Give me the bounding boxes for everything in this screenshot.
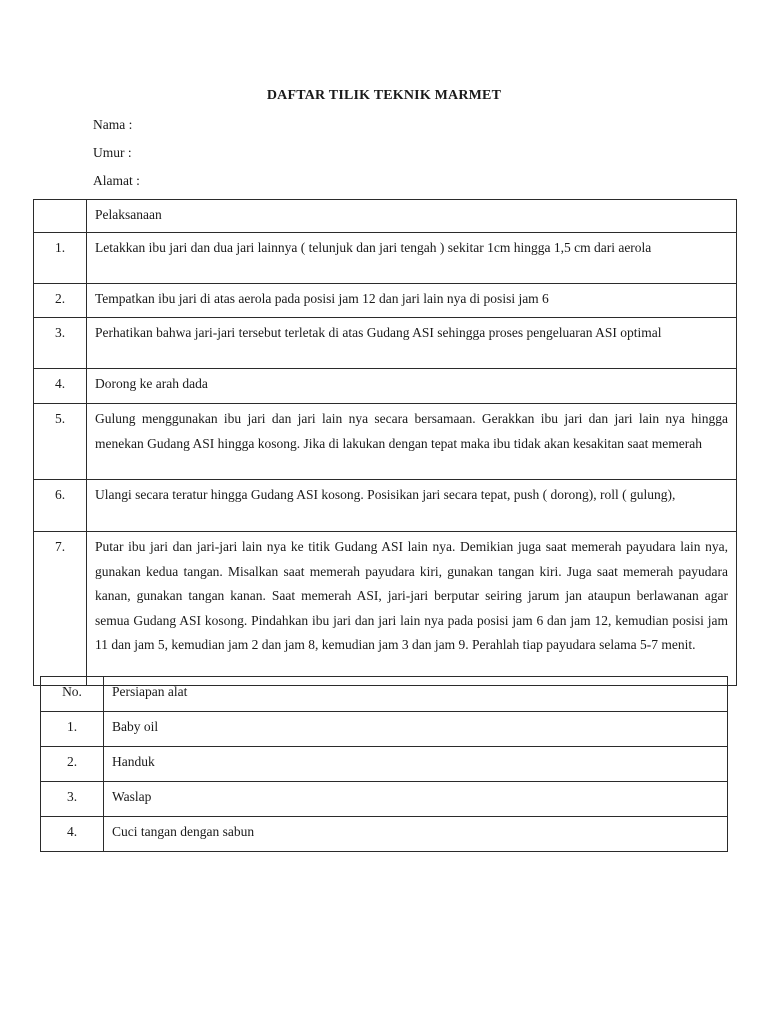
row-text: Letakkan ibu jari dan dua jari lainnya ( telunjuk dan jari tengah ) sekitar 1cm hingga 1,5 cm dari aerola (87, 233, 737, 284)
table-row (41, 747, 728, 782)
row-text: Putar ibu jari dan jari-jari lain nya ke titik Gudang ASI lain nya. Demikian juga saat memerah payudara lain nya, gunakan kedua tangan. Misalkan saat memerah payudara kiri, gunakan tangan kiri. Juga saat memerah payudara kanan, gunakan tangan kanan. Saat memerah ASI, jari-jari berputar seiring jarum jan ataupun berlawanan agar semua Gudang ASI kosong. Pindahkan ibu jari dan jari lain nya pada posisi jam 6 dan jam 12, kemudian posisi jam 11 dan jam 5, kemudian jam 2 dan jam 8, kemudian jam 3 dan jam 9. Perahlah tiap payudara selama 5-7 menit. (87, 532, 737, 686)
row-number: 3. (34, 318, 87, 369)
row-number: 1. (34, 233, 87, 284)
row-number: 2. (34, 284, 87, 318)
row-text: Tempatkan ibu jari di atas aerola pada posisi jam 12 dan jari lain nya di posisi jam 6 (87, 284, 737, 318)
row-text: Baby oil (104, 712, 728, 747)
table-row (34, 284, 737, 318)
header-number-cell (34, 200, 87, 233)
row-number: 6. (34, 480, 87, 532)
table-row (34, 532, 737, 686)
row-text: Dorong ke arah dada (87, 369, 737, 404)
row-number: 1. (41, 712, 104, 747)
row-number: 5. (34, 404, 87, 480)
row-text: Waslap (104, 782, 728, 817)
row-text: Ulangi secara teratur hingga Gudang ASI kosong. Posisikan jari secara tepat, push ( dorong), roll ( gulung), (87, 480, 737, 532)
table-header-row (34, 200, 737, 233)
pelaksanaan-table (33, 199, 737, 686)
table-row (34, 233, 737, 284)
header-pelaksanaan: Pelaksanaan (87, 200, 737, 233)
row-number: 3. (41, 782, 104, 817)
row-text: Handuk (104, 747, 728, 782)
row-number: 7. (34, 532, 87, 686)
table-row (34, 480, 737, 532)
header-persiapan-alat: Persiapan alat (104, 677, 728, 712)
table-row (34, 318, 737, 369)
row-text: Cuci tangan dengan sabun (104, 817, 728, 852)
alamat-label: Alamat : (93, 173, 140, 188)
table-row (41, 782, 728, 817)
persiapan-alat-table (40, 676, 728, 852)
table-header-row (41, 677, 728, 712)
row-number: 4. (41, 817, 104, 852)
row-number: 4. (34, 369, 87, 404)
page-title: DAFTAR TILIK TEKNIK MARMET (266, 88, 502, 103)
umur-label: Umur : (93, 145, 132, 160)
table-row (41, 712, 728, 747)
header-no: No. (41, 677, 104, 712)
row-number: 2. (41, 747, 104, 782)
table-row (34, 404, 737, 480)
row-text: Perhatikan bahwa jari-jari tersebut terletak di atas Gudang ASI sehingga proses pengeluaran ASI optimal (87, 318, 737, 369)
nama-label: Nama : (93, 117, 133, 132)
table-row (34, 369, 737, 404)
table-row (41, 817, 728, 852)
row-text: Gulung menggunakan ibu jari dan jari lain nya secara bersamaan. Gerakkan ibu jari dan jari lain nya hingga menekan Gudang ASI hingga kosong. Jika di lakukan dengan tepat maka ibu tidak akan kesakitan saat memerah (87, 404, 737, 480)
